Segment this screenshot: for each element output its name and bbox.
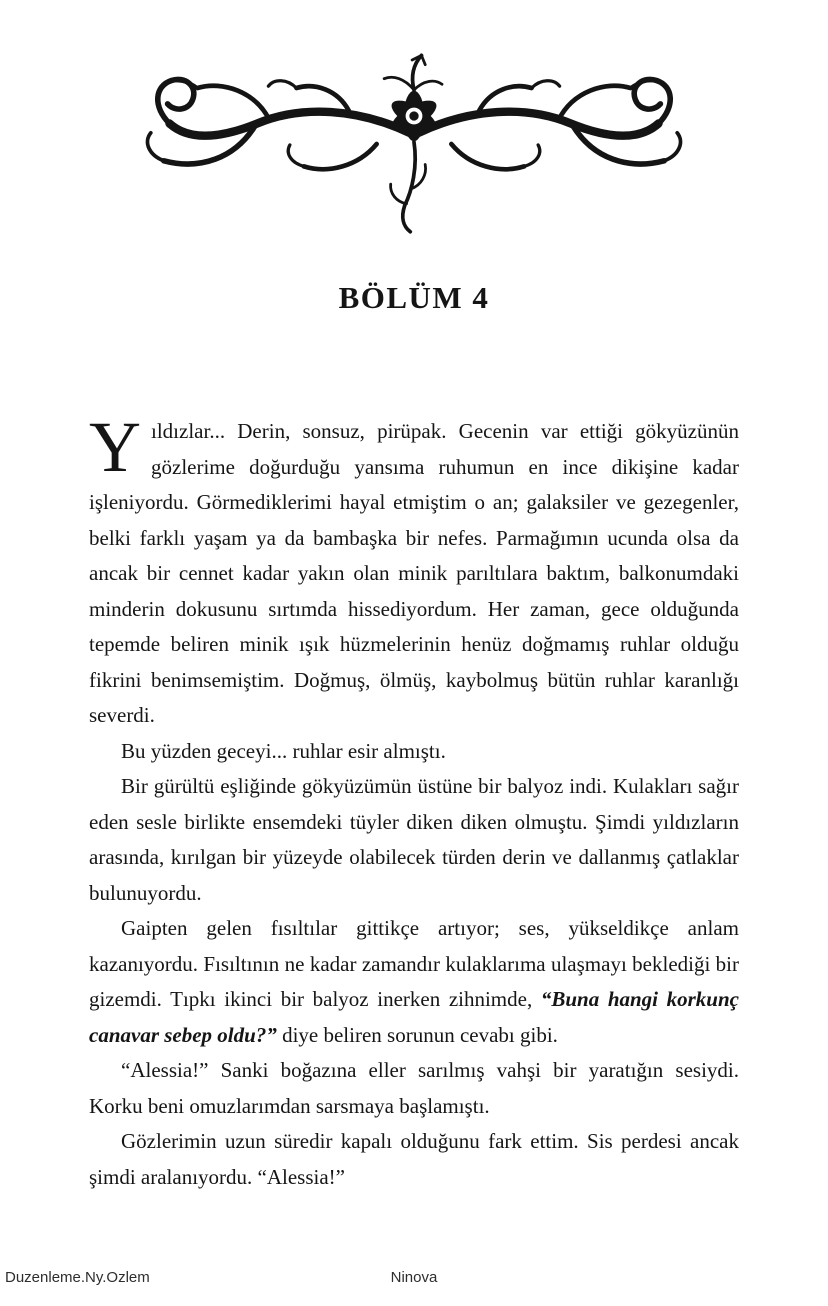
footer-credit: Duzenleme.Ny.Ozlem (5, 1269, 150, 1286)
paragraph-1-text: ıldızlar... Derin, sonsuz, pirüpak. Gecenin var ettiği gökyüzünün gözlerime doğurduğu yansıma ruhumun en ince dikişine kadar işleniyordu. Görmediklerimi hayal etmiştim o an; galaksiler ve gezegenler, belki farklı yaşam ya da bambaşka bir nefes. Parmağımın ucunda olsa da ancak bir cennet kadar yakın olan minik parıltılara baktım, balkonumdaki minderin dokusunu sırtımda hissediyordum. Her zaman, gece olduğunda tepemde beliren minik ışık hüzmelerinin henüz doğmamış ruhlar olduğu fikrini benimsemiştim. Doğmuş, ölmüş, kaybolmuş bütün ruhlar karanlığı severdi. (89, 419, 739, 727)
paragraph-4-italic-quote: “Buna hangi korkunç canavar sebep oldu?” (89, 987, 739, 1047)
paragraph-3: Bir gürültü eşliğinde gökyüzümün üstüne bir balyoz indi. Kulakları sağır eden sesle birlikte ensemdeki tüyler diken diken olmuştu. Şimdi yıldızların arasında, kırılgan bir yüzeyde olabilecek türden derin ve dallanmış çatlaklar bulunuyordu. (89, 774, 739, 905)
paragraph-1 (89, 407, 739, 734)
chapter-title: BÖLÜM 4 (338, 280, 490, 315)
floral-ornament-icon (134, 50, 694, 238)
paragraph-5: “Alessia!” Sanki boğazına eller sarılmış vahşi bir yaratığın sesiydi. Korku beni omuzlarımdan sarsmaya başlamıştı. (89, 1058, 739, 1118)
paragraph-4-text-after: diye beliren sorunun cevabı gibi. (276, 1022, 558, 1047)
paragraph-4-text-before: Gaipten gelen fısıltılar gittikçe artıyor; ses, yükseldikçe anlam kazanıyordu. Fısıltının ne kadar zamandır kulaklarıma ulaşmayı beklediği bir gizemdi. Tıpkı ikinci bir balyoz inerken zihnimde, (89, 916, 739, 1011)
dropcap-letter: Y (89, 407, 141, 487)
paragraph-6: Gözlerimin uzun süredir kapalı olduğunu fark ettim. Sis perdesi ancak şimdi aralanıyordu. “Alessia!” (89, 1129, 739, 1189)
page-footer (0, 1266, 828, 1286)
paragraph-2: Bu yüzden geceyi... ruhlar esir almıştı. (121, 738, 446, 763)
body-text (89, 407, 739, 1195)
footer-publisher: Ninova (390, 1269, 438, 1286)
floral-ornament (0, 0, 828, 240)
paragraph-4 (89, 911, 739, 1053)
